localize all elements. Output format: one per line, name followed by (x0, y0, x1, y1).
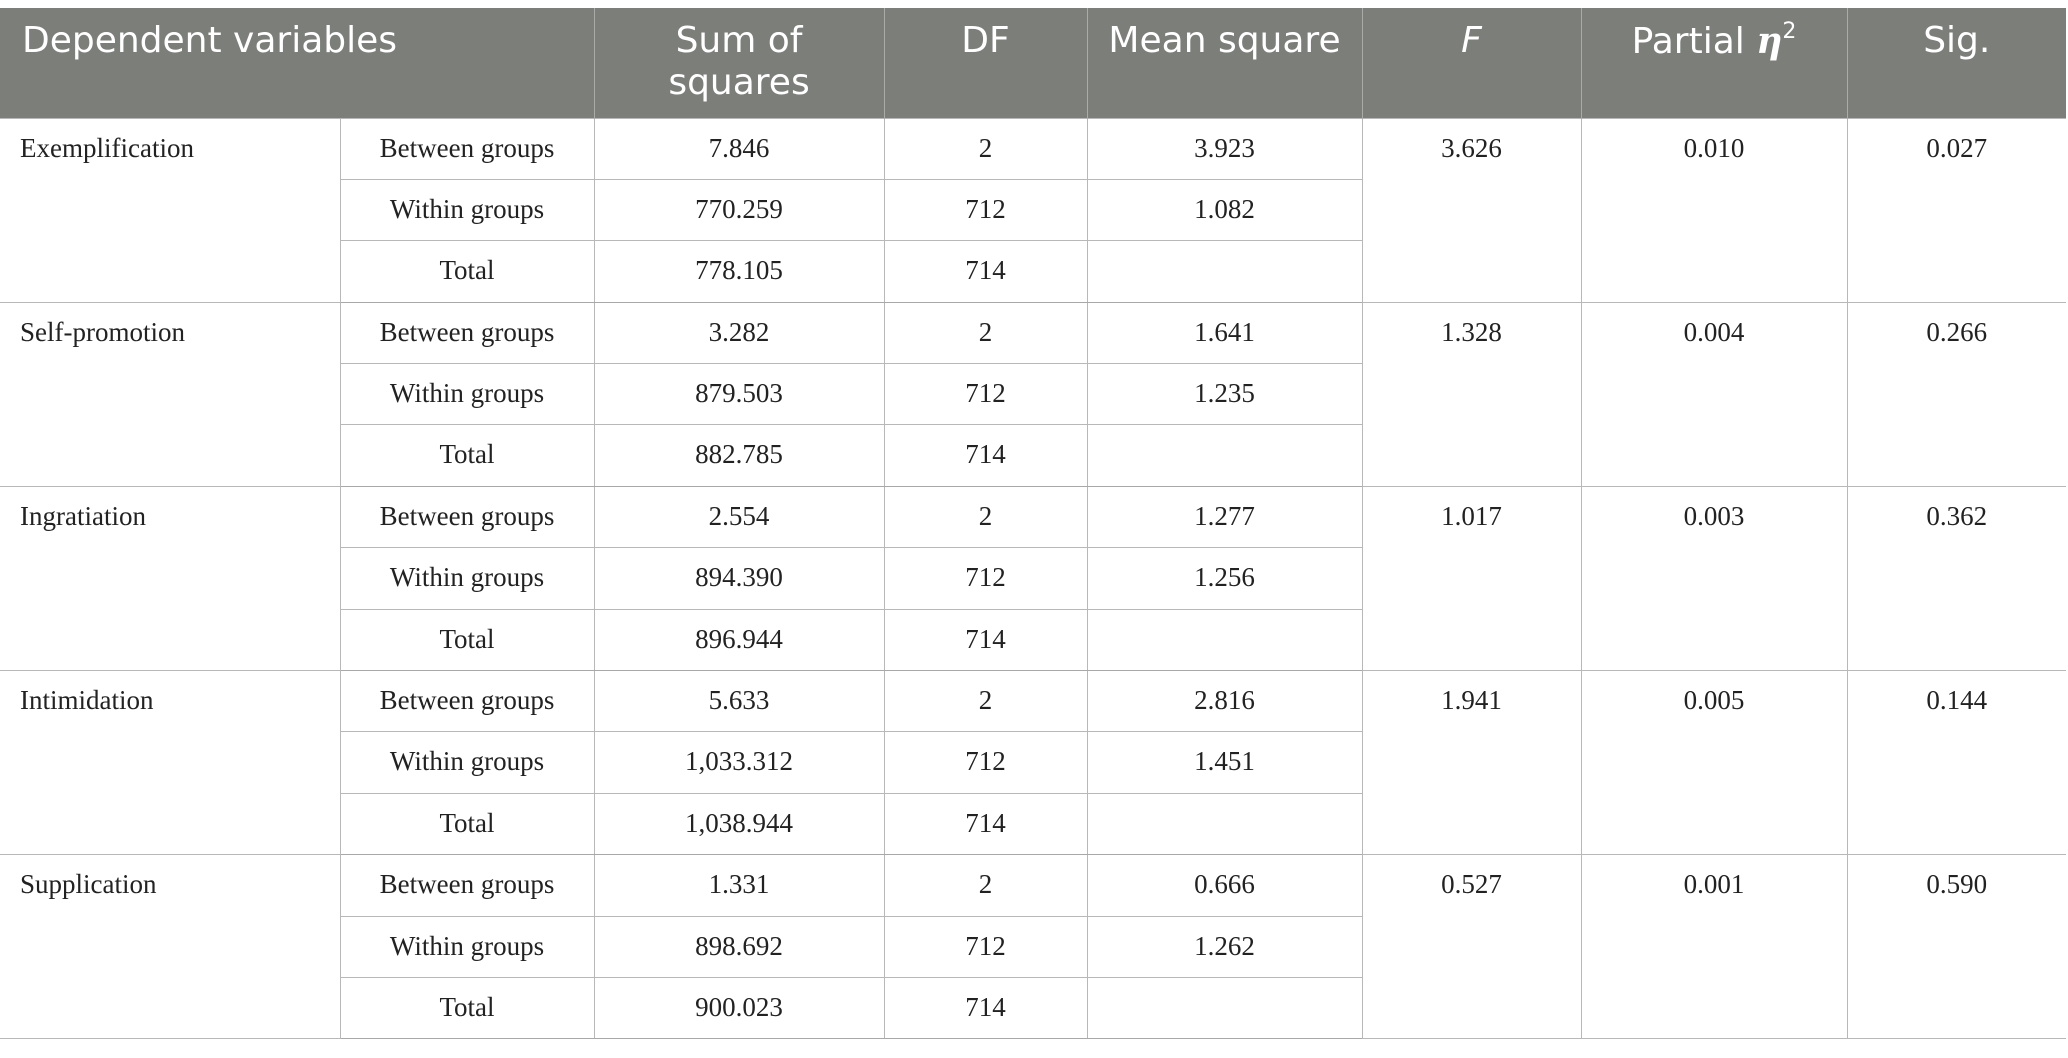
table-header (0, 8, 2066, 118)
header-row (0, 8, 2066, 118)
sum-of-squares-cell: 900.023 (594, 977, 884, 1038)
source-cell: Between groups (340, 671, 594, 732)
dependent-variable-name: Self-promotion (0, 302, 340, 486)
source-cell: Within groups (340, 179, 594, 240)
mean-square-cell (1087, 977, 1362, 1038)
df-cell: 2 (884, 855, 1087, 916)
header-partial-label: Partial (1631, 21, 1745, 62)
header-df: DF (884, 8, 1087, 118)
sum-of-squares-cell: 778.105 (594, 241, 884, 302)
source-cell: Between groups (340, 118, 594, 179)
partial-eta-squared-cell: 0.005 (1581, 671, 1847, 855)
table-body (0, 118, 2066, 1039)
f-value-cell: 0.527 (1362, 855, 1581, 1039)
mean-square-cell: 3.923 (1087, 118, 1362, 179)
sum-of-squares-cell: 7.846 (594, 118, 884, 179)
source-cell: Within groups (340, 548, 594, 609)
df-cell: 714 (884, 241, 1087, 302)
mean-square-cell (1087, 609, 1362, 670)
f-value-cell: 1.017 (1362, 486, 1581, 670)
sig-cell: 0.144 (1847, 671, 2066, 855)
sum-of-squares-cell: 5.633 (594, 671, 884, 732)
df-cell: 712 (884, 179, 1087, 240)
sum-of-squares-cell: 2.554 (594, 486, 884, 547)
sum-of-squares-cell: 1,038.944 (594, 793, 884, 854)
sum-of-squares-cell: 1.331 (594, 855, 884, 916)
f-value-cell: 1.328 (1362, 302, 1581, 486)
df-cell: 712 (884, 916, 1087, 977)
sum-of-squares-cell: 894.390 (594, 548, 884, 609)
table-row (0, 486, 2066, 547)
df-cell: 714 (884, 977, 1087, 1038)
dependent-variable-name: Supplication (0, 855, 340, 1039)
dependent-variable-name: Ingratiation (0, 486, 340, 670)
header-sig: Sig. (1847, 8, 2066, 118)
sum-of-squares-cell: 898.692 (594, 916, 884, 977)
source-cell: Total (340, 609, 594, 670)
table-row (0, 855, 2066, 916)
mean-square-cell: 1.235 (1087, 364, 1362, 425)
header-f-label: F (1461, 20, 1482, 61)
sum-of-squares-cell: 1,033.312 (594, 732, 884, 793)
sum-of-squares-cell: 3.282 (594, 302, 884, 363)
mean-square-cell: 2.816 (1087, 671, 1362, 732)
source-cell: Total (340, 977, 594, 1038)
df-cell: 714 (884, 609, 1087, 670)
header-eta-exponent: 2 (1782, 19, 1797, 44)
sum-of-squares-cell: 882.785 (594, 425, 884, 486)
sum-of-squares-cell: 896.944 (594, 609, 884, 670)
partial-eta-squared-cell: 0.001 (1581, 855, 1847, 1039)
partial-eta-squared-cell: 0.010 (1581, 118, 1847, 302)
mean-square-cell (1087, 793, 1362, 854)
f-value-cell: 1.941 (1362, 671, 1581, 855)
mean-square-cell: 1.641 (1087, 302, 1362, 363)
df-cell: 712 (884, 548, 1087, 609)
mean-square-cell: 1.256 (1087, 548, 1362, 609)
source-cell: Within groups (340, 916, 594, 977)
df-cell: 2 (884, 118, 1087, 179)
anova-table (0, 8, 2066, 1039)
source-cell: Between groups (340, 302, 594, 363)
df-cell: 712 (884, 732, 1087, 793)
header-eta-symbol: η (1756, 20, 1783, 62)
dependent-variable-name: Exemplification (0, 118, 340, 302)
sig-cell: 0.590 (1847, 855, 2066, 1039)
header-f (1362, 8, 1581, 118)
f-value-cell: 3.626 (1362, 118, 1581, 302)
mean-square-cell: 1.262 (1087, 916, 1362, 977)
dependent-variable-name: Intimidation (0, 671, 340, 855)
df-cell: 2 (884, 486, 1087, 547)
source-cell: Total (340, 241, 594, 302)
df-cell: 2 (884, 671, 1087, 732)
mean-square-cell: 0.666 (1087, 855, 1362, 916)
header-partial-eta-squared (1581, 8, 1847, 118)
df-cell: 714 (884, 793, 1087, 854)
mean-square-cell: 1.451 (1087, 732, 1362, 793)
sig-cell: 0.362 (1847, 486, 2066, 670)
df-cell: 2 (884, 302, 1087, 363)
partial-eta-squared-cell: 0.004 (1581, 302, 1847, 486)
source-cell: Total (340, 425, 594, 486)
mean-square-cell: 1.082 (1087, 179, 1362, 240)
source-cell: Within groups (340, 732, 594, 793)
header-sum-of-squares: Sum of squares (594, 8, 884, 118)
table-row (0, 671, 2066, 732)
sum-of-squares-cell: 879.503 (594, 364, 884, 425)
sum-of-squares-cell: 770.259 (594, 179, 884, 240)
mean-square-cell: 1.277 (1087, 486, 1362, 547)
source-cell: Total (340, 793, 594, 854)
table-row (0, 302, 2066, 363)
source-cell: Within groups (340, 364, 594, 425)
header-dependent-variables: Dependent variables (0, 8, 594, 118)
df-cell: 714 (884, 425, 1087, 486)
mean-square-cell (1087, 425, 1362, 486)
partial-eta-squared-cell: 0.003 (1581, 486, 1847, 670)
table-row (0, 118, 2066, 179)
header-mean-square: Mean square (1087, 8, 1362, 118)
source-cell: Between groups (340, 486, 594, 547)
mean-square-cell (1087, 241, 1362, 302)
sig-cell: 0.266 (1847, 302, 2066, 486)
df-cell: 712 (884, 364, 1087, 425)
source-cell: Between groups (340, 855, 594, 916)
sig-cell: 0.027 (1847, 118, 2066, 302)
